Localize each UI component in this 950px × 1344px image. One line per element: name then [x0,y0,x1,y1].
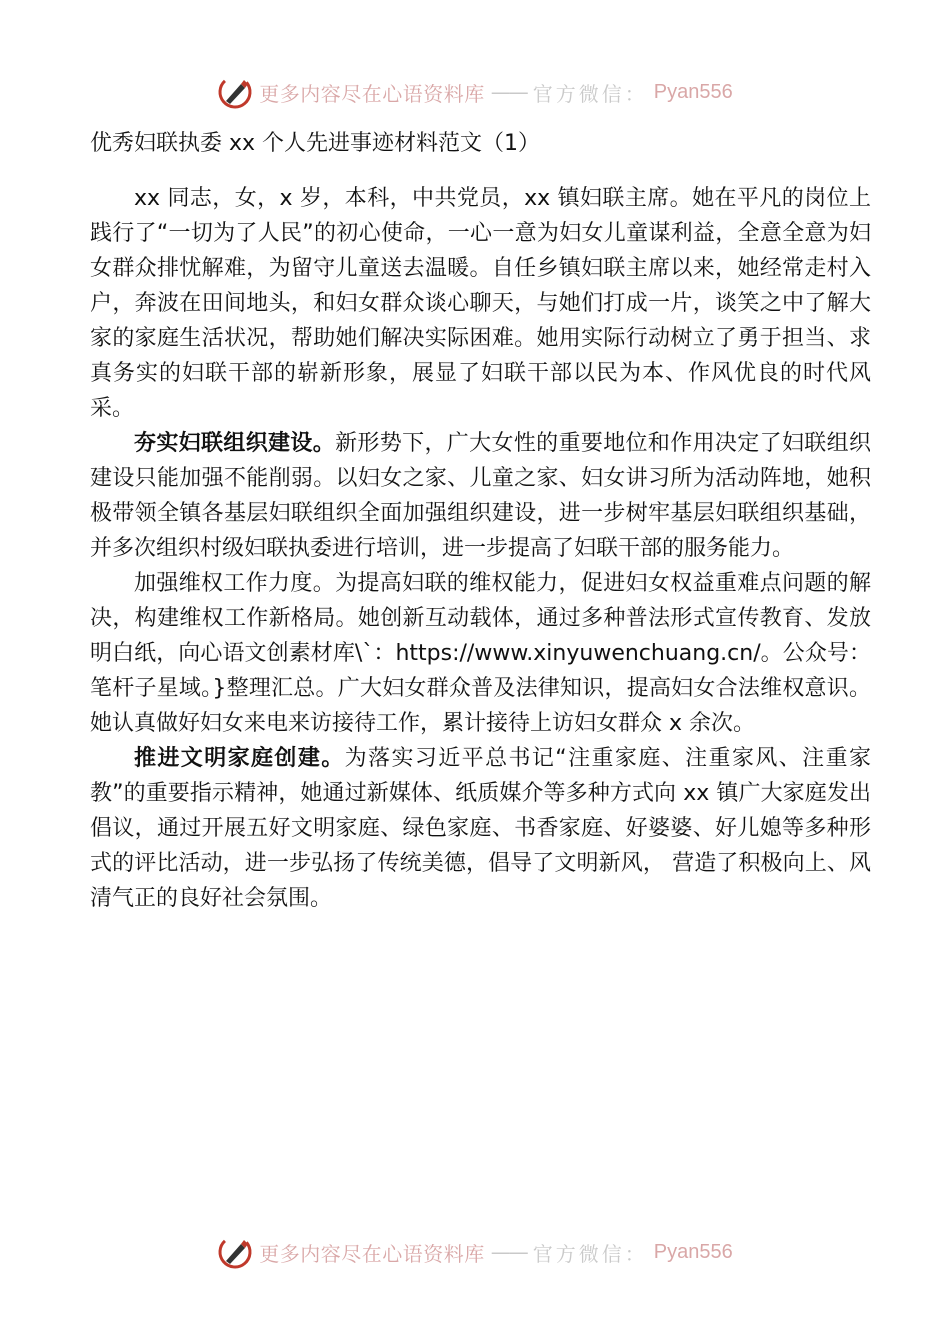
pen-logo-icon [217,74,253,110]
header-dash: —— [490,80,527,104]
paragraph-rights-text: 加强维权工作力度。为提高妇联的维权能力，促进妇女权益重难点问题的解决，构建维权工作新格局。她创新互动载体，通过多种普法形式宣传教育、发放明白纸，向心语文创素材库\`：https://www.xinyuwenchuang.cn/。公众号：笔杆子星域。}整理汇总。广大妇女群众普及法律知识，提高妇女合法维权意识。她认真做好妇女来电来访接待工作，累计接待上访妇女群众 x 余次。 [90,571,871,736]
document-body [90,181,871,916]
document-title: 优秀妇联执委 xx 个人先进事迹材料范文（1） [90,131,541,156]
paragraph-organization-text: 新形势下，广大女性的重要地位和作用决定了妇联组织建设只能加强不能削弱。以妇女之家、儿童之家、妇女讲习所为活动阵地，她积极带领全镇各基层妇联组织全面加强组织建设，进一步树牢基层妇联组织基础，并多次组织村级妇联执委进行培训，进一步提高了妇联干部的服务能力。 [90,431,871,561]
paragraph-family [90,741,871,916]
header-wechat-id: Pyan556 [653,80,733,103]
paragraph-family-heading: 推进文明家庭创建。 [134,746,345,771]
footer-wechat-id: Pyan556 [653,1240,733,1263]
pen-logo-icon [217,1234,253,1270]
footer-site-text: 更多内容尽在心语资料库 [259,1241,485,1266]
paragraph-organization [90,426,871,566]
header-site-text: 更多内容尽在心语资料库 [259,81,485,106]
paragraph-intro [90,181,871,426]
header-banner [0,70,950,114]
paragraph-intro-text: xx 同志，女，x 岁，本科，中共党员，xx 镇妇联主席。她在平凡的岗位上践行了“一切为了人民”的初心使命，一心一意为妇女儿童谋利益，全意全意为妇女群众排忧解难，为留守儿童送去温暖。自任乡镇妇联主席以来，她经常走村入户，奔波在田间地头，和妇女群众谈心聊天，与她们打成一片，谈笑之中了解大家的家庭生活状况，帮助她们解决实际困难。她用实际行动树立了勇于担当、求真务实的妇联干部的崭新形象，展显了妇联干部以民为本、作风优良的时代风采。 [90,186,871,421]
header-official-text: 官方微信： [532,81,648,106]
paragraph-family-text: 为落实习近平总书记“注重家庭、注重家风、注重家教”的重要指示精神，她通过新媒体、纸质媒介等多种方式向 xx 镇广大家庭发出倡议，通过开展五好文明家庭、绿色家庭、书香家庭、好婆婆、好儿媳等多种形式的评比活动，进一步弘扬了传统美德，倡导了文明新风， 营造了积极向上、风清气正的良好社会氛围。 [90,746,871,911]
footer-banner [0,1230,950,1274]
footer-official-text: 官方微信： [532,1241,648,1266]
paragraph-organization-heading: 夯实妇联组织建设。 [134,431,336,456]
footer-dash: —— [490,1240,527,1264]
paragraph-rights [90,566,871,741]
